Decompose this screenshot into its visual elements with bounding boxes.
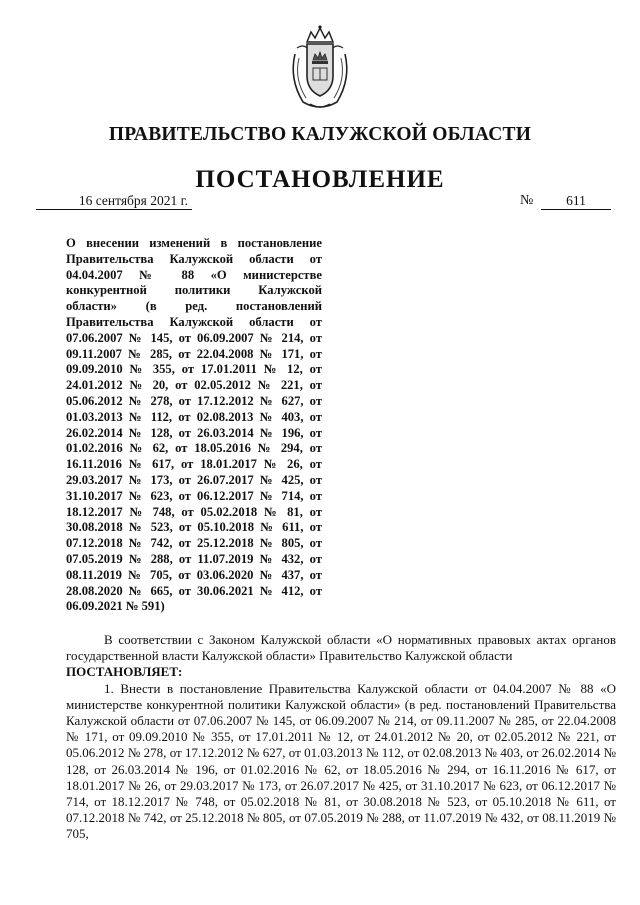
item-1-paragraph: 1. Внести в постановление Правительства Калужской области от 04.04.2007 № 88 «О министерстве конкурентной политики Калужской области» (в ред. постановлений Правительства Калужской области от 07.06.2007 № 145, от 06.09.2007 № 214, от 09.11.2007 № 285, от 22.04.2008 № 171, от 09.09.2010 № 355, от 17.01.2011 № 12, от 24.01.2012 № 20, от 02.05.2012 № 221, от 05.06.2012 № 278, от 17.12.2012 № 627, от 01.03.2013 № 112, от 02.08.2013 № 403, от 26.02.2014 № 128, от 26.03.2014 № 196, от 01.02.2016 № 62, от 18.05.2016 № 294, от 16.11.2016 № 617, от 18.01.2017 № 26, от 29.03.2017 № 173, от 26.07.2017 № 425, от 31.10.2017 № 623, от 06.12.2017 № 714, от 18.12.2017 № 748, от 05.02.2018 № 81, от 30.08.2018 № 523, от 05.10.2018 № 611, от 07.12.2018 № 742, от 25.12.2018 № 805, от 07.05.2019 № 288, от 11.07.2019 № 432, от 08.11.2019 № 705,: [66, 680, 616, 842]
document-number-label: №: [520, 193, 534, 208]
coat-of-arms-icon: [285, 24, 355, 114]
government-title: ПРАВИТЕЛЬСТВО КАЛУЖСКОЙ ОБЛАСТИ: [108, 124, 532, 145]
document-type-title: ПОСТАНОВЛЕНИЕ: [195, 166, 445, 193]
document-number: 611: [541, 193, 611, 210]
document-subject: О внесении изменений в постановление Правительства Калужской области от 04.04.2007 № 88 «О министерстве конкурентной политики Калужской области» (в ред. постановлений Правительства Калужской области от 07.06.2007 № 145, от 06.09.2007 № 214, от 09.11.2007 № 285, от 22.04.2008 № 171, от 09.09.2010 № 355, от 17.01.2011 № 12, от 24.01.2012 № 20, от 02.05.2012 № 221, от 05.06.2012 № 278, от 17.12.2012 № 627, от 01.03.2013 № 112, от 02.08.2013 № 403, от 26.02.2014 № 128, от 26.03.2014 № 196, от 01.02.2016 № 62, от 18.05.2016 № 294, от 16.11.2016 № 617, от 18.01.2017 № 26, от 29.03.2017 № 173, от 26.07.2017 № 425, от 31.10.2017 № 623, от 06.12.2017 № 714, от 18.12.2017 № 748, от 05.02.2018 № 81, от 30.08.2018 № 523, от 05.10.2018 № 611, от 07.12.2018 № 742, от 25.12.2018 № 805, от 07.05.2019 № 288, от 11.07.2019 № 432, от 08.11.2019 № 705, от 03.06.2020 № 437, от 28.08.2020 № 665, от 30.06.2021 № 412, от 06.09.2021 № 591): [66, 236, 322, 614]
document-body: [66, 632, 616, 843]
resolves-heading: ПОСТАНОВЛЯЕТ:: [66, 664, 183, 680]
preamble-paragraph: В соответствии с Законом Калужской области «О нормативных правовых актах органов государственной власти Калужской области» Правительство Калужской области: [66, 632, 616, 664]
document-date: 16 сентября 2021 г.: [36, 193, 192, 210]
